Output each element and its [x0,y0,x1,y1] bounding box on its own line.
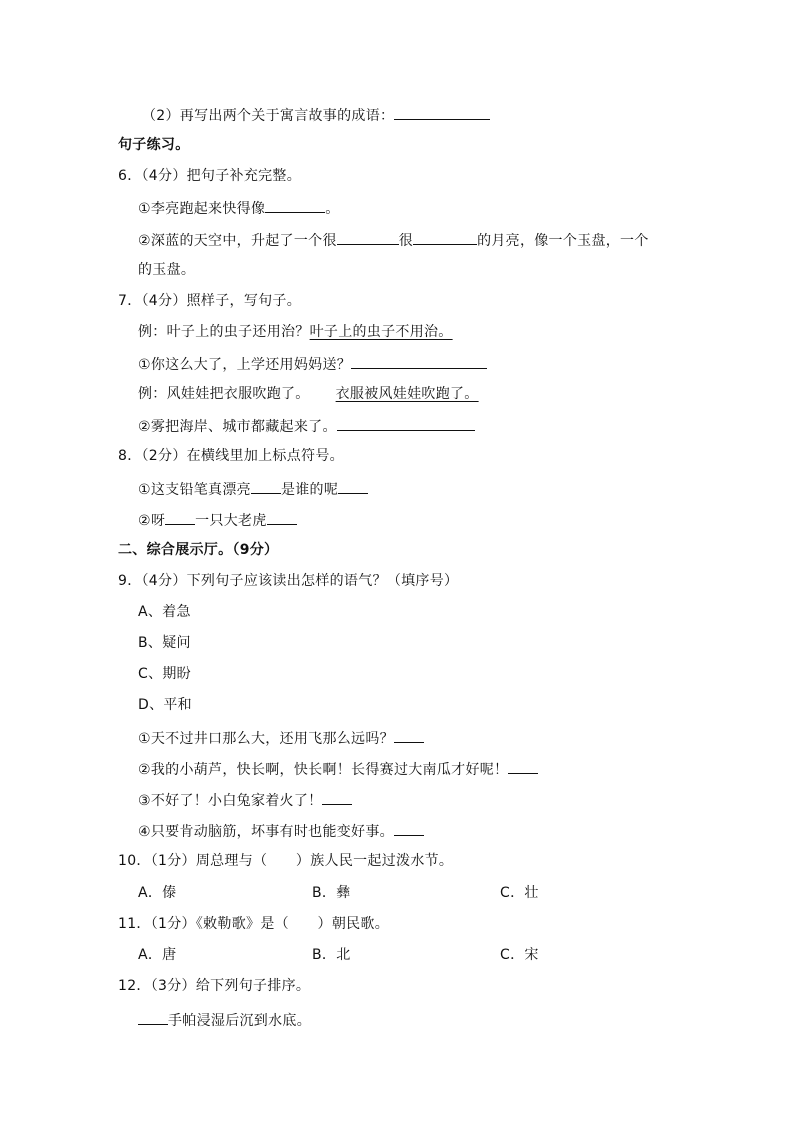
q7-s2-text: ②雾把海岸、城市都藏起来了。 [138,419,337,435]
q7-ex2-answer: 衣服被风娃娃吹跑了。 [335,386,479,402]
q9-s4-text: ④只要肯动脑筋，坏事有时也能变好事。 [138,824,394,840]
answer-blank[interactable] [351,354,487,369]
q10-option-b[interactable]: B．彝 [312,885,351,901]
q9-sentence-1 [138,728,424,748]
q8-s2-text-a: ②呀 [138,513,166,529]
q7-ex1-text: 例：叶子上的虫子还用治？ [138,324,310,340]
q12-s1-text: 手帕浸湿后沉到水底。 [168,1013,311,1029]
q9-option-b: B、疑问 [138,635,191,651]
q8-sentence-2 [138,510,297,530]
q11-option-c[interactable]: C．宋 [500,947,539,963]
q9-option-d: D、平和 [138,697,192,713]
q8-sentence-1 [138,479,368,499]
q10-stem: 10．（1分）周总理与（ ）族人民一起过泼水节。 [118,853,454,869]
q9-stem: 9．（4分）下列句子应该读出怎样的语气？（填序号） [118,573,459,589]
answer-blank[interactable] [394,105,490,120]
q7-s1-text: ①你这么大了，上学还用妈妈送？ [138,357,352,373]
q9-sentence-3 [138,790,352,810]
q9-option-c: C、期盼 [138,666,191,682]
q11-stem: 11．（1分）《敕勒歌》是（ ）朝民歌。 [118,916,390,932]
q7-sentence-1 [138,354,487,374]
q6-s2-text-a: ②深蓝的天空中，升起了一个很 [138,233,337,249]
q7-ex1-answer: 叶子上的虫子不用治。 [309,324,453,340]
q6-sentence-2 [138,230,649,250]
q9-sentence-2 [138,759,538,779]
answer-blank[interactable] [394,728,424,743]
q6-s1-text-a: ①李亮跑起来快得像 [138,201,266,217]
q9-s3-text: ③不好了！小白兔家着火了！ [138,793,323,809]
q11-option-a[interactable]: A．唐 [138,947,177,963]
q9-s1-text: ①天不过井口那么大，还用飞那么远吗？ [138,731,394,747]
answer-blank[interactable] [394,821,424,836]
q11-option-b[interactable]: B．北 [312,947,351,963]
q8-s1-text-a: ①这支铅笔真漂亮 [138,482,251,498]
answer-blank[interactable] [322,790,352,805]
q8-s2-text-b: 一只大老虎 [195,513,267,529]
answer-blank[interactable] [138,1010,168,1025]
q6-stem: 6．（4分）把句子补充完整。 [118,168,302,184]
q7-example-1 [138,323,453,341]
q8-stem: 8．（2分）在横线里加上标点符号。 [118,448,344,464]
section-title-2: 二、综合展示厅。（9分） [118,542,279,558]
answer-blank[interactable] [413,230,477,245]
q7-ex2-text: 例：风娃娃把衣服吹跑了。 [138,386,310,402]
answer-blank[interactable] [251,479,281,494]
q10-options [138,884,558,902]
answer-blank[interactable] [508,759,538,774]
q12-stem: 12．（3分）给下列句子排序。 [118,978,311,994]
answer-blank[interactable] [265,198,325,213]
q5-part2-line [142,105,490,125]
answer-blank[interactable] [338,479,368,494]
q10-option-a[interactable]: A．傣 [138,885,177,901]
q6-s1-text-b: 。 [325,201,340,217]
q9-option-a: A、着急 [138,604,191,620]
q6-sentence-1 [138,198,340,218]
answer-blank[interactable] [337,416,475,431]
q6-s2-text-c: 的月亮，像一个玉盘，一个 [477,233,649,249]
q6-sentence-2-continued: 的玉盘。 [138,262,196,278]
answer-blank[interactable] [165,510,195,525]
q7-sentence-2 [138,416,475,436]
q10-option-c[interactable]: C．壮 [500,885,539,901]
q9-sentence-4 [138,821,424,841]
q8-s1-text-b: 是谁的呢 [280,482,339,498]
q6-s2-text-b: 很 [398,233,414,249]
q12-sentence-1 [138,1010,311,1030]
q9-s2-text: ②我的小葫芦，快长啊，快长啊！长得赛过大南瓜才好呢！ [138,762,509,778]
q7-example-2 [138,385,479,403]
answer-blank[interactable] [337,230,399,245]
q5-part2-text: （2）再写出两个关于寓言故事的成语： [142,108,395,124]
answer-blank[interactable] [267,510,297,525]
section-title-sentence-practice: 句子练习。 [118,137,190,153]
q11-options [138,946,558,964]
q7-stem: 7．（4分）照样子，写句子。 [118,293,302,309]
